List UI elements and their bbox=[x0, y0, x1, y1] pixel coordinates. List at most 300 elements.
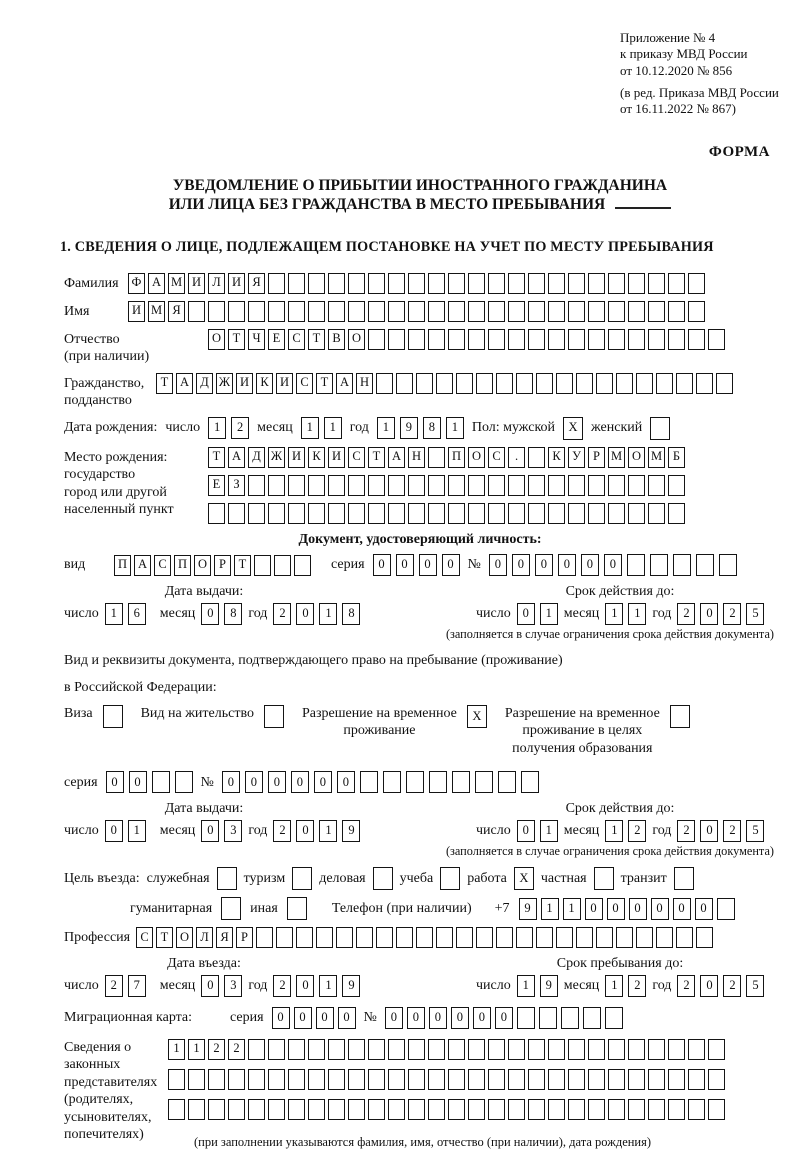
form-cell[interactable] bbox=[408, 273, 425, 294]
purpose-business-checkbox[interactable] bbox=[373, 867, 393, 890]
form-cell[interactable]: Т bbox=[234, 555, 251, 576]
stay-day-cells[interactable] bbox=[517, 975, 558, 997]
form-cell[interactable]: О bbox=[468, 447, 485, 468]
form-cell[interactable] bbox=[268, 1069, 285, 1090]
form-cell[interactable] bbox=[648, 475, 665, 496]
form-cell[interactable] bbox=[248, 1099, 265, 1120]
form-cell[interactable] bbox=[288, 1039, 305, 1060]
form-cell[interactable] bbox=[648, 301, 665, 322]
form-cell[interactable] bbox=[596, 373, 613, 394]
form-cell[interactable] bbox=[568, 1099, 585, 1120]
form-cell[interactable] bbox=[188, 1099, 205, 1120]
form-cell[interactable] bbox=[328, 301, 345, 322]
form-cell[interactable] bbox=[508, 1099, 525, 1120]
form-cell[interactable]: 1 bbox=[605, 603, 623, 625]
form-cell[interactable]: 0 bbox=[429, 1007, 447, 1029]
form-cell[interactable]: Т bbox=[208, 447, 225, 468]
form-cell[interactable] bbox=[548, 301, 565, 322]
form-cell[interactable] bbox=[608, 1099, 625, 1120]
option-temp-residence-education-checkbox[interactable] bbox=[670, 705, 690, 728]
form-cell[interactable] bbox=[428, 1039, 445, 1060]
entry-year-cells[interactable] bbox=[273, 975, 360, 997]
form-cell[interactable]: С bbox=[288, 329, 305, 350]
form-cell[interactable] bbox=[308, 1099, 325, 1120]
birth-month-cells[interactable] bbox=[301, 417, 342, 439]
form-cell[interactable]: И bbox=[188, 273, 205, 294]
form-cell[interactable] bbox=[648, 329, 665, 350]
form-cell[interactable]: 9 bbox=[342, 975, 360, 997]
form-cell[interactable] bbox=[368, 1099, 385, 1120]
form-cell[interactable]: 1 bbox=[301, 417, 319, 439]
form-cell[interactable] bbox=[268, 503, 285, 524]
birth-place-cells-row1[interactable] bbox=[208, 447, 685, 468]
form-cell[interactable] bbox=[217, 867, 237, 890]
form-cell[interactable] bbox=[228, 301, 245, 322]
form-cell[interactable] bbox=[175, 771, 193, 793]
form-cell[interactable] bbox=[428, 1069, 445, 1090]
given-name-cells[interactable] bbox=[128, 301, 705, 322]
form-cell[interactable] bbox=[608, 1039, 625, 1060]
identity-doc-kind-cells[interactable] bbox=[114, 555, 311, 576]
form-cell[interactable] bbox=[670, 705, 690, 728]
form-cell[interactable] bbox=[468, 503, 485, 524]
form-cell[interactable] bbox=[308, 503, 325, 524]
form-cell[interactable] bbox=[676, 373, 693, 394]
form-cell[interactable]: 0 bbox=[385, 1007, 403, 1029]
patronymic-cells[interactable] bbox=[208, 329, 725, 350]
form-cell[interactable] bbox=[628, 301, 645, 322]
form-cell[interactable] bbox=[448, 475, 465, 496]
form-cell[interactable] bbox=[668, 1099, 685, 1120]
form-cell[interactable] bbox=[264, 705, 284, 728]
form-cell[interactable] bbox=[228, 1069, 245, 1090]
form-cell[interactable]: 0 bbox=[700, 820, 718, 842]
form-cell[interactable] bbox=[428, 329, 445, 350]
form-cell[interactable]: 2 bbox=[273, 603, 291, 625]
form-cell[interactable] bbox=[668, 329, 685, 350]
form-cell[interactable] bbox=[228, 503, 245, 524]
form-cell[interactable] bbox=[168, 1099, 185, 1120]
form-cell[interactable] bbox=[428, 301, 445, 322]
form-cell[interactable] bbox=[628, 329, 645, 350]
form-cell[interactable]: 2 bbox=[628, 820, 646, 842]
residence-expiry-month-cells[interactable] bbox=[605, 820, 646, 842]
form-cell[interactable]: 0 bbox=[268, 771, 286, 793]
form-cell[interactable]: 1 bbox=[540, 820, 558, 842]
form-cell[interactable] bbox=[308, 1069, 325, 1090]
form-cell[interactable] bbox=[583, 1007, 601, 1029]
form-cell[interactable]: 0 bbox=[296, 820, 314, 842]
form-cell[interactable]: М bbox=[608, 447, 625, 468]
form-cell[interactable]: Л bbox=[196, 927, 213, 948]
form-cell[interactable]: Т bbox=[308, 329, 325, 350]
form-cell[interactable]: И bbox=[228, 273, 245, 294]
form-cell[interactable] bbox=[248, 475, 265, 496]
form-cell[interactable] bbox=[368, 1069, 385, 1090]
form-cell[interactable]: 8 bbox=[224, 603, 242, 625]
representatives-cells-row2[interactable] bbox=[168, 1069, 725, 1090]
residence-issue-year-cells[interactable] bbox=[273, 820, 360, 842]
form-cell[interactable] bbox=[448, 329, 465, 350]
form-cell[interactable]: 0 bbox=[245, 771, 263, 793]
form-cell[interactable]: 5 bbox=[746, 820, 764, 842]
form-cell[interactable] bbox=[616, 927, 633, 948]
form-cell[interactable]: П bbox=[174, 555, 191, 576]
form-cell[interactable] bbox=[328, 503, 345, 524]
form-cell[interactable] bbox=[388, 503, 405, 524]
citizenship-cells[interactable] bbox=[156, 373, 733, 394]
form-cell[interactable]: П bbox=[114, 555, 131, 576]
form-cell[interactable] bbox=[348, 273, 365, 294]
form-cell[interactable] bbox=[688, 301, 705, 322]
form-cell[interactable] bbox=[268, 475, 285, 496]
form-cell[interactable] bbox=[436, 373, 453, 394]
form-cell[interactable] bbox=[628, 1099, 645, 1120]
form-cell[interactable] bbox=[448, 1069, 465, 1090]
form-cell[interactable]: А bbox=[134, 555, 151, 576]
form-cell[interactable]: У bbox=[568, 447, 585, 468]
form-cell[interactable]: К bbox=[548, 447, 565, 468]
form-cell[interactable] bbox=[548, 1039, 565, 1060]
form-cell[interactable]: 1 bbox=[208, 417, 226, 439]
form-cell[interactable] bbox=[548, 475, 565, 496]
form-cell[interactable]: И bbox=[128, 301, 145, 322]
form-cell[interactable]: 3 bbox=[224, 975, 242, 997]
form-cell[interactable]: 0 bbox=[473, 1007, 491, 1029]
form-cell[interactable] bbox=[548, 1069, 565, 1090]
form-cell[interactable]: 0 bbox=[517, 603, 535, 625]
residence-expiry-day-cells[interactable] bbox=[517, 820, 558, 842]
form-cell[interactable]: 1 bbox=[319, 820, 337, 842]
form-cell[interactable] bbox=[468, 329, 485, 350]
form-cell[interactable]: И bbox=[288, 447, 305, 468]
form-cell[interactable] bbox=[416, 373, 433, 394]
form-cell[interactable]: 2 bbox=[208, 1039, 225, 1060]
form-cell[interactable]: 2 bbox=[677, 820, 695, 842]
form-cell[interactable] bbox=[717, 898, 735, 920]
form-cell[interactable]: С bbox=[136, 927, 153, 948]
form-cell[interactable] bbox=[388, 475, 405, 496]
form-cell[interactable] bbox=[408, 475, 425, 496]
form-cell[interactable]: О bbox=[628, 447, 645, 468]
form-cell[interactable] bbox=[274, 555, 291, 576]
form-cell[interactable]: 0 bbox=[700, 975, 718, 997]
form-cell[interactable] bbox=[268, 1099, 285, 1120]
expiry-day-cells[interactable] bbox=[517, 603, 558, 625]
form-cell[interactable]: 1 bbox=[188, 1039, 205, 1060]
form-cell[interactable]: З bbox=[228, 475, 245, 496]
form-cell[interactable] bbox=[152, 771, 170, 793]
form-cell[interactable]: Б bbox=[668, 447, 685, 468]
form-cell[interactable] bbox=[676, 927, 693, 948]
form-cell[interactable] bbox=[428, 475, 445, 496]
birth-day-cells[interactable] bbox=[208, 417, 249, 439]
phone-cells[interactable] bbox=[519, 898, 735, 920]
form-cell[interactable] bbox=[488, 301, 505, 322]
form-cell[interactable] bbox=[636, 927, 653, 948]
representatives-cells-row3[interactable] bbox=[168, 1099, 725, 1120]
form-cell[interactable] bbox=[708, 329, 725, 350]
form-cell[interactable]: 0 bbox=[338, 1007, 356, 1029]
form-cell[interactable] bbox=[368, 329, 385, 350]
migration-number-cells[interactable] bbox=[385, 1007, 623, 1029]
form-cell[interactable] bbox=[468, 475, 485, 496]
form-cell[interactable]: 0 bbox=[129, 771, 147, 793]
form-cell[interactable] bbox=[316, 927, 333, 948]
form-cell[interactable]: П bbox=[448, 447, 465, 468]
form-cell[interactable]: 9 bbox=[342, 820, 360, 842]
form-cell[interactable]: 0 bbox=[517, 820, 535, 842]
form-cell[interactable]: Р bbox=[236, 927, 253, 948]
form-cell[interactable] bbox=[496, 373, 513, 394]
form-cell[interactable] bbox=[288, 503, 305, 524]
form-cell[interactable] bbox=[528, 1069, 545, 1090]
form-cell[interactable] bbox=[508, 503, 525, 524]
entry-day-cells[interactable] bbox=[105, 975, 146, 997]
form-cell[interactable] bbox=[288, 1069, 305, 1090]
form-cell[interactable] bbox=[396, 373, 413, 394]
form-cell[interactable]: 0 bbox=[106, 771, 124, 793]
form-cell[interactable] bbox=[517, 1007, 535, 1029]
form-cell[interactable] bbox=[708, 1069, 725, 1090]
form-cell[interactable] bbox=[348, 475, 365, 496]
form-cell[interactable] bbox=[568, 1069, 585, 1090]
form-cell[interactable]: О bbox=[348, 329, 365, 350]
form-cell[interactable] bbox=[448, 301, 465, 322]
form-cell[interactable]: 1 bbox=[563, 898, 581, 920]
form-cell[interactable] bbox=[456, 373, 473, 394]
form-cell[interactable] bbox=[368, 475, 385, 496]
form-cell[interactable]: X bbox=[563, 417, 583, 440]
form-cell[interactable] bbox=[388, 329, 405, 350]
form-cell[interactable] bbox=[328, 1069, 345, 1090]
form-cell[interactable]: 2 bbox=[723, 975, 741, 997]
form-cell[interactable] bbox=[383, 771, 401, 793]
form-cell[interactable]: 0 bbox=[296, 603, 314, 625]
form-cell[interactable]: 1 bbox=[168, 1039, 185, 1060]
form-cell[interactable]: 0 bbox=[604, 554, 622, 576]
form-cell[interactable] bbox=[188, 301, 205, 322]
form-cell[interactable] bbox=[716, 373, 733, 394]
form-cell[interactable]: 1 bbox=[128, 820, 146, 842]
form-cell[interactable] bbox=[448, 1039, 465, 1060]
option-residence-permit-checkbox[interactable] bbox=[264, 705, 284, 728]
form-cell[interactable]: 8 bbox=[342, 603, 360, 625]
form-cell[interactable]: Е bbox=[268, 329, 285, 350]
form-cell[interactable] bbox=[248, 1069, 265, 1090]
form-cell[interactable] bbox=[588, 301, 605, 322]
form-cell[interactable] bbox=[656, 373, 673, 394]
form-cell[interactable]: 1 bbox=[605, 975, 623, 997]
form-cell[interactable] bbox=[308, 475, 325, 496]
form-cell[interactable]: 0 bbox=[396, 554, 414, 576]
form-cell[interactable] bbox=[388, 1039, 405, 1060]
form-cell[interactable]: Т bbox=[156, 927, 173, 948]
form-cell[interactable] bbox=[688, 1069, 705, 1090]
form-cell[interactable]: 0 bbox=[673, 898, 691, 920]
form-cell[interactable] bbox=[673, 554, 691, 576]
form-cell[interactable] bbox=[605, 1007, 623, 1029]
form-cell[interactable] bbox=[608, 1069, 625, 1090]
form-cell[interactable]: 8 bbox=[423, 417, 441, 439]
form-cell[interactable]: 0 bbox=[337, 771, 355, 793]
form-cell[interactable] bbox=[476, 373, 493, 394]
form-cell[interactable]: Ж bbox=[268, 447, 285, 468]
residence-issue-month-cells[interactable] bbox=[201, 820, 242, 842]
form-cell[interactable] bbox=[468, 1069, 485, 1090]
form-cell[interactable] bbox=[528, 475, 545, 496]
form-cell[interactable]: Н bbox=[356, 373, 373, 394]
residence-number-cells[interactable] bbox=[222, 771, 539, 793]
form-cell[interactable] bbox=[468, 1039, 485, 1060]
residence-issue-day-cells[interactable] bbox=[105, 820, 146, 842]
form-cell[interactable] bbox=[568, 475, 585, 496]
form-cell[interactable] bbox=[268, 301, 285, 322]
form-cell[interactable] bbox=[440, 867, 460, 890]
form-cell[interactable] bbox=[588, 503, 605, 524]
form-cell[interactable] bbox=[696, 373, 713, 394]
form-cell[interactable]: Л bbox=[208, 273, 225, 294]
form-cell[interactable] bbox=[103, 705, 123, 728]
form-cell[interactable] bbox=[719, 554, 737, 576]
form-cell[interactable]: К bbox=[256, 373, 273, 394]
form-cell[interactable]: Т bbox=[368, 447, 385, 468]
form-cell[interactable] bbox=[648, 503, 665, 524]
gender-male-checkbox[interactable] bbox=[563, 417, 583, 440]
form-cell[interactable] bbox=[428, 503, 445, 524]
form-cell[interactable]: 0 bbox=[607, 898, 625, 920]
form-cell[interactable] bbox=[396, 927, 413, 948]
form-cell[interactable] bbox=[348, 1069, 365, 1090]
form-cell[interactable] bbox=[688, 1039, 705, 1060]
form-cell[interactable] bbox=[388, 1099, 405, 1120]
form-cell[interactable] bbox=[568, 503, 585, 524]
form-cell[interactable]: 0 bbox=[495, 1007, 513, 1029]
form-cell[interactable]: X bbox=[467, 705, 487, 728]
form-cell[interactable]: А bbox=[228, 447, 245, 468]
form-cell[interactable] bbox=[292, 867, 312, 890]
purpose-humanitarian-checkbox[interactable] bbox=[221, 897, 241, 920]
form-cell[interactable] bbox=[360, 771, 378, 793]
form-cell[interactable]: 5 bbox=[746, 975, 764, 997]
form-cell[interactable] bbox=[516, 373, 533, 394]
form-cell[interactable]: Я bbox=[168, 301, 185, 322]
form-cell[interactable]: Р bbox=[588, 447, 605, 468]
form-cell[interactable] bbox=[556, 373, 573, 394]
form-cell[interactable]: 0 bbox=[442, 554, 460, 576]
form-cell[interactable]: 2 bbox=[228, 1039, 245, 1060]
form-cell[interactable] bbox=[248, 1039, 265, 1060]
form-cell[interactable]: Ч bbox=[248, 329, 265, 350]
form-cell[interactable] bbox=[416, 927, 433, 948]
form-cell[interactable] bbox=[288, 301, 305, 322]
form-cell[interactable] bbox=[488, 1099, 505, 1120]
form-cell[interactable]: В bbox=[328, 329, 345, 350]
form-cell[interactable]: 1 bbox=[517, 975, 535, 997]
form-cell[interactable] bbox=[288, 1099, 305, 1120]
purpose-other-checkbox[interactable] bbox=[287, 897, 307, 920]
form-cell[interactable] bbox=[588, 329, 605, 350]
form-cell[interactable]: 0 bbox=[316, 1007, 334, 1029]
form-cell[interactable] bbox=[696, 927, 713, 948]
form-cell[interactable] bbox=[528, 1099, 545, 1120]
form-cell[interactable] bbox=[608, 301, 625, 322]
form-cell[interactable] bbox=[248, 301, 265, 322]
residence-expiry-year-cells[interactable] bbox=[677, 820, 764, 842]
form-cell[interactable]: С bbox=[348, 447, 365, 468]
form-cell[interactable] bbox=[650, 554, 668, 576]
form-cell[interactable]: 0 bbox=[272, 1007, 290, 1029]
form-cell[interactable]: 1 bbox=[319, 975, 337, 997]
form-cell[interactable] bbox=[308, 301, 325, 322]
form-cell[interactable] bbox=[548, 273, 565, 294]
form-cell[interactable] bbox=[528, 329, 545, 350]
form-cell[interactable]: 0 bbox=[373, 554, 391, 576]
form-cell[interactable] bbox=[348, 503, 365, 524]
form-cell[interactable] bbox=[668, 273, 685, 294]
form-cell[interactable] bbox=[448, 503, 465, 524]
form-cell[interactable]: 0 bbox=[201, 603, 219, 625]
form-cell[interactable]: И bbox=[276, 373, 293, 394]
form-cell[interactable] bbox=[568, 1039, 585, 1060]
form-cell[interactable]: 3 bbox=[224, 820, 242, 842]
form-cell[interactable]: Т bbox=[156, 373, 173, 394]
form-cell[interactable]: 2 bbox=[677, 603, 695, 625]
gender-female-checkbox[interactable] bbox=[650, 417, 670, 440]
form-cell[interactable] bbox=[488, 1069, 505, 1090]
form-cell[interactable] bbox=[408, 1039, 425, 1060]
form-cell[interactable] bbox=[336, 927, 353, 948]
form-cell[interactable]: 0 bbox=[201, 975, 219, 997]
form-cell[interactable]: К bbox=[308, 447, 325, 468]
form-cell[interactable]: 0 bbox=[535, 554, 553, 576]
form-cell[interactable] bbox=[408, 1099, 425, 1120]
form-cell[interactable] bbox=[536, 927, 553, 948]
form-cell[interactable] bbox=[256, 927, 273, 948]
form-cell[interactable] bbox=[496, 927, 513, 948]
form-cell[interactable] bbox=[452, 771, 470, 793]
form-cell[interactable] bbox=[388, 1069, 405, 1090]
form-cell[interactable] bbox=[648, 273, 665, 294]
form-cell[interactable]: 1 bbox=[105, 603, 123, 625]
form-cell[interactable]: 0 bbox=[581, 554, 599, 576]
form-cell[interactable] bbox=[674, 867, 694, 890]
form-cell[interactable] bbox=[488, 475, 505, 496]
form-cell[interactable] bbox=[468, 273, 485, 294]
form-cell[interactable] bbox=[688, 329, 705, 350]
form-cell[interactable] bbox=[428, 273, 445, 294]
form-cell[interactable] bbox=[508, 1069, 525, 1090]
form-cell[interactable] bbox=[528, 301, 545, 322]
form-cell[interactable]: 0 bbox=[629, 898, 647, 920]
form-cell[interactable] bbox=[208, 1099, 225, 1120]
form-cell[interactable] bbox=[488, 503, 505, 524]
form-cell[interactable]: Т bbox=[228, 329, 245, 350]
representatives-cells-row1[interactable] bbox=[168, 1039, 725, 1060]
form-cell[interactable] bbox=[536, 373, 553, 394]
form-cell[interactable] bbox=[628, 475, 645, 496]
form-cell[interactable] bbox=[296, 927, 313, 948]
identity-doc-series-cells[interactable] bbox=[373, 554, 460, 576]
form-cell[interactable]: 1 bbox=[605, 820, 623, 842]
form-cell[interactable] bbox=[348, 1039, 365, 1060]
form-cell[interactable]: Е bbox=[208, 475, 225, 496]
form-cell[interactable] bbox=[328, 1039, 345, 1060]
form-cell[interactable] bbox=[568, 301, 585, 322]
form-cell[interactable] bbox=[576, 373, 593, 394]
form-cell[interactable]: Д bbox=[248, 447, 265, 468]
form-cell[interactable] bbox=[528, 273, 545, 294]
